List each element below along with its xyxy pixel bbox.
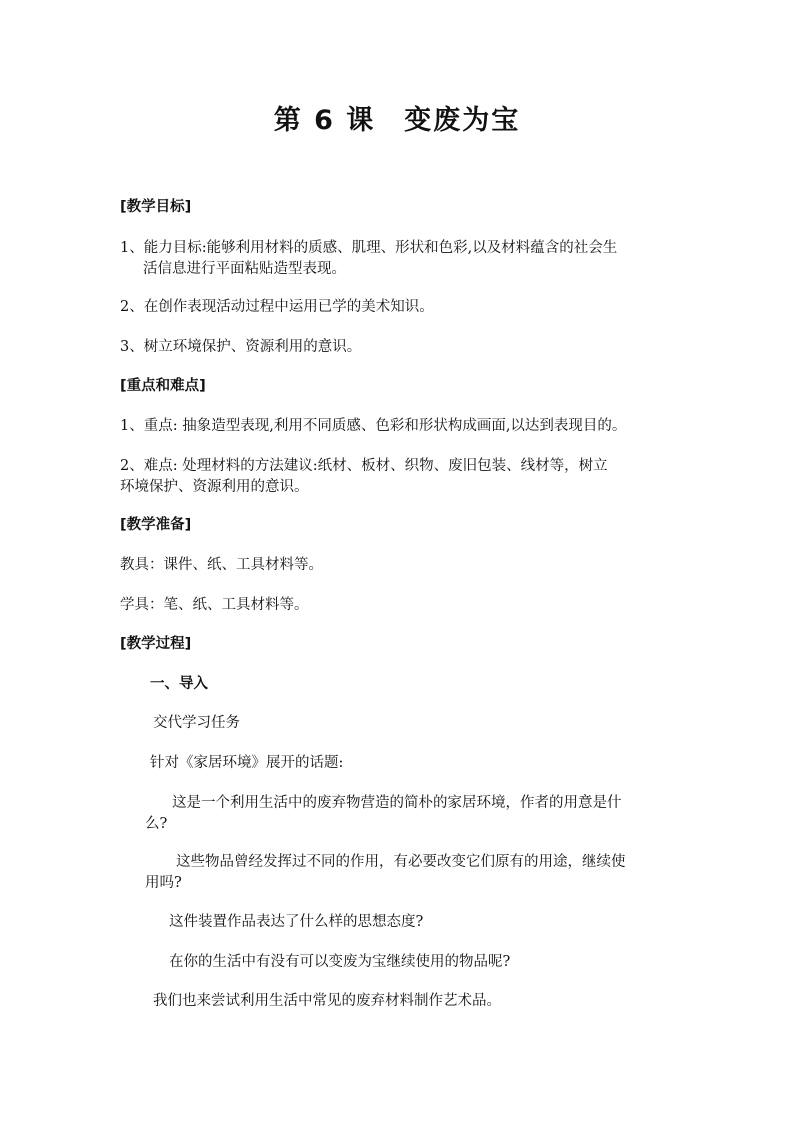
question-1-line-2: 么?	[145, 816, 168, 832]
question-2-line-1: 这些物品曾经发挥过不同的作用，有必要改变它们原有的用途，继续使	[176, 854, 626, 870]
student-materials: 学具：笔、纸、工具材料等。	[120, 597, 309, 613]
key-point-1: 1、重点: 抽象造型表现,利用不同质感、色彩和形状构成画面,以达到表现目的。	[120, 418, 627, 434]
objectives-heading: [教学目标]	[120, 199, 192, 215]
question-2-line-2: 用吗?	[145, 875, 182, 891]
preparation-heading: [教学准备]	[120, 517, 192, 533]
teacher-materials: 教具：课件、纸、工具材料等。	[120, 557, 323, 573]
closing-line: 我们也来尝试利用生活中常见的废弃材料制作艺术品。	[153, 993, 501, 1009]
objective-1-line-1: 1、能力目标:能够利用材料的质感、肌理、形状和色彩,以及材料蕴含的社会生	[120, 240, 618, 256]
objective-1-line-2: 活信息进行平面粘贴造型表现。	[143, 261, 346, 277]
topic-line: 针对《家居环境》展开的话题:	[150, 755, 344, 771]
key-points-heading: [重点和难点]	[120, 378, 206, 394]
page-title: 第 6 课 变废为宝	[273, 105, 521, 136]
key-point-2-line-1: 2、难点: 处理材料的方法建议:纸材、板材、织物、废旧包装、线材等，树立	[120, 458, 608, 474]
process-heading: [教学过程]	[120, 636, 192, 652]
objective-3: 3、树立环境保护、资源利用的意识。	[120, 339, 362, 355]
question-4: 在你的生活中有没有可以变废为宝继续使用的物品呢?	[169, 954, 511, 970]
question-3: 这件装置作品表达了什么样的思想态度?	[169, 914, 424, 930]
task-line: 交代学习任务	[153, 715, 240, 731]
objective-2: 2、在创作表现活动过程中运用已学的美术知识。	[120, 299, 434, 315]
question-1-line-1: 这是一个利用生活中的废弃物营造的简朴的家居环境，作者的用意是什	[172, 795, 622, 811]
part-1-heading: 一、导入	[150, 676, 208, 692]
key-point-2-line-2: 环境保护、资源利用的意识。	[120, 479, 309, 495]
